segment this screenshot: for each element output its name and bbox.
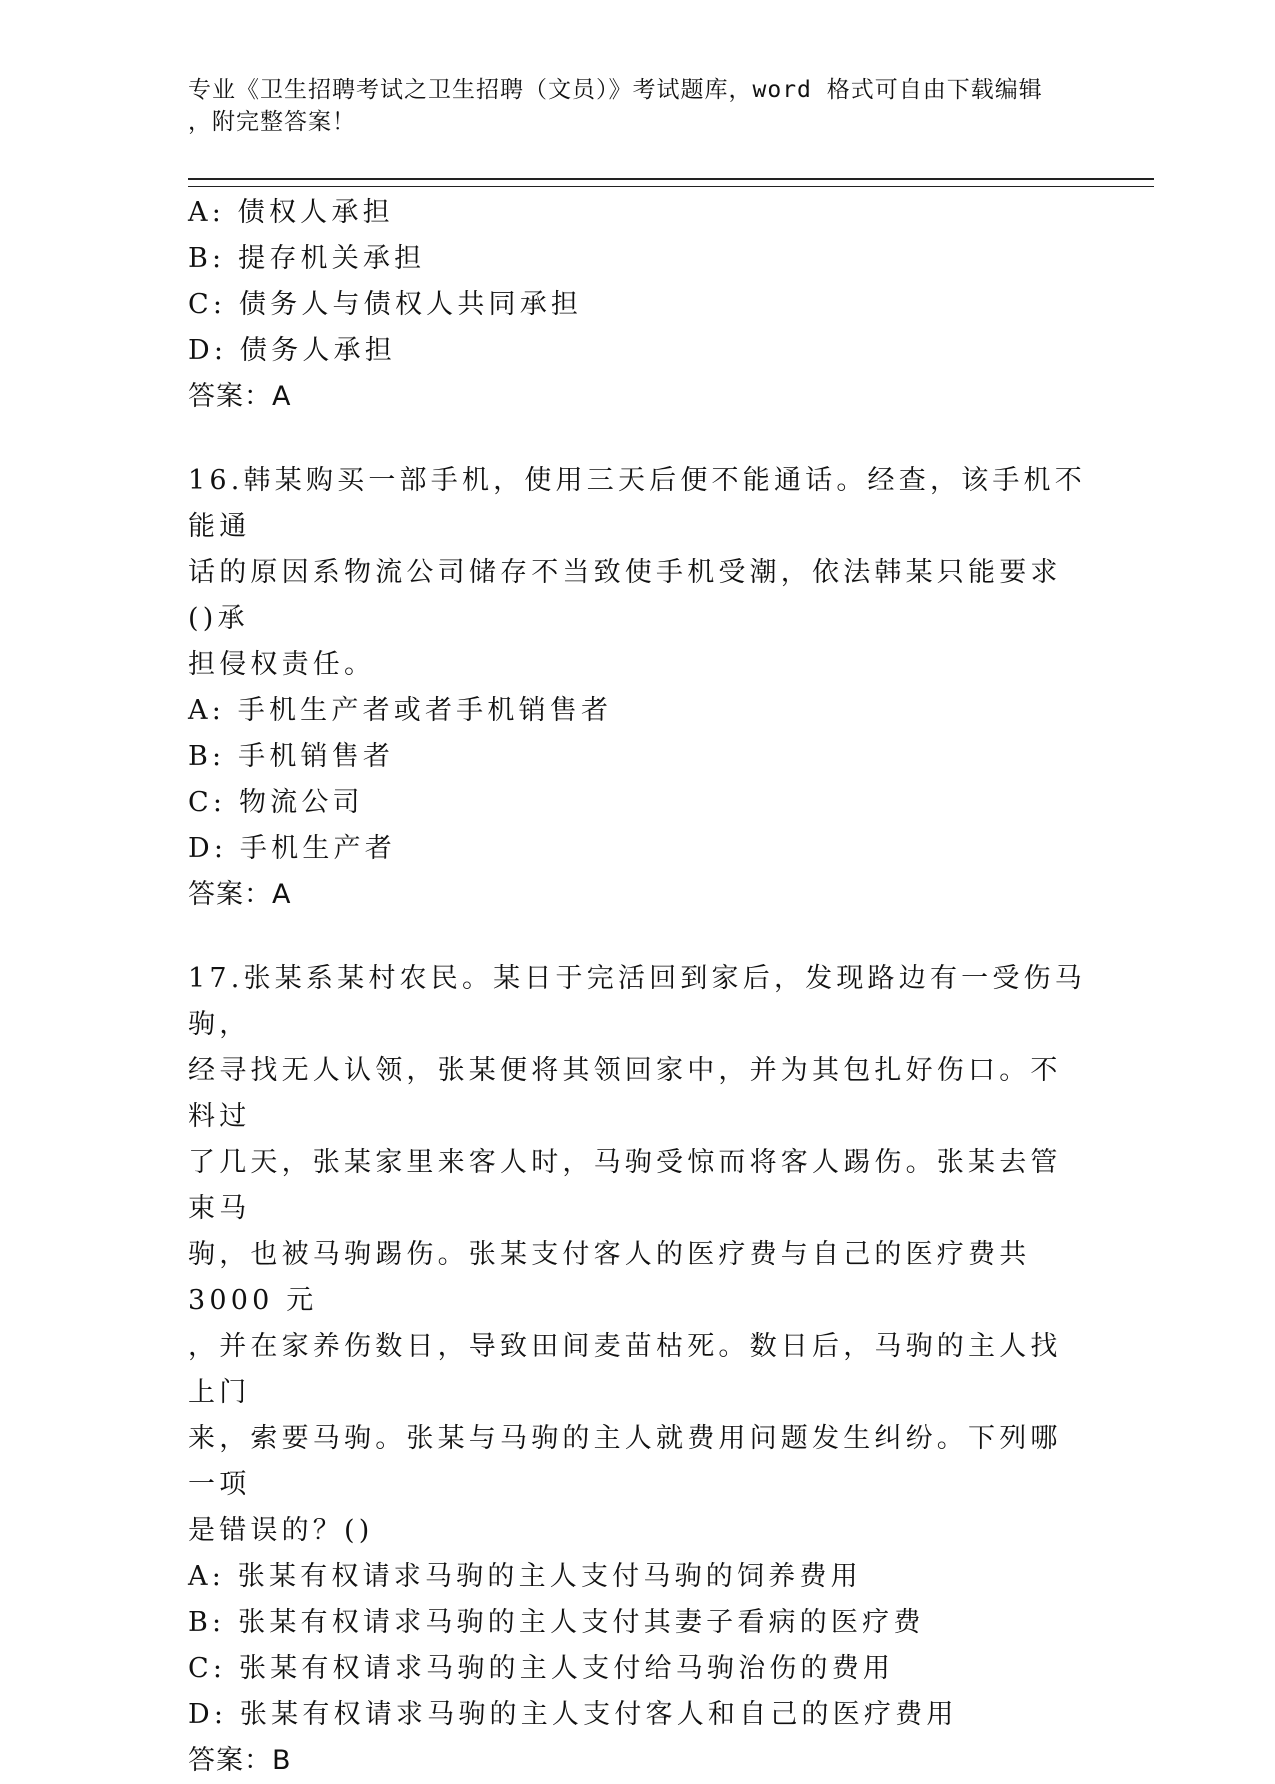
header-line-1: 专业《卫生招聘考试之卫生招聘（文员）》考试题库，word 格式可自由下载编辑	[188, 77, 1043, 103]
stem-line: 来，索要马驹。张某与马驹的主人就费用问题发生纠纷。下列哪一项	[188, 1423, 1062, 1500]
stem-line: 驹，也被马驹踢伤。张某支付客人的医疗费与自己的医疗费共 3000 元	[188, 1239, 1031, 1316]
answer: 答案：A	[188, 381, 292, 412]
question-stem	[188, 458, 1088, 688]
option-c: C: 张某有权请求马驹的主人支付给马驹治伤的费用	[188, 1653, 895, 1684]
option-b: B: 手机销售者	[188, 741, 395, 772]
option-d: D: 张某有权请求马驹的主人支付客人和自己的医疗费用	[188, 1699, 958, 1730]
stem-line: 17.张某系某村农民。某日于完活回到家后，发现路边有一受伤马驹，	[188, 963, 1086, 1040]
question-17	[188, 956, 1088, 1784]
option-a: A: 手机生产者或者手机销售者	[188, 695, 613, 726]
question-16	[188, 458, 1088, 918]
option-c: C: 物流公司	[188, 787, 364, 818]
answer: 答案：A	[188, 879, 292, 910]
stem-line: 担侵权责任。	[188, 649, 376, 680]
stem-line: 话的原因系物流公司储存不当致使手机受潮，依法韩某只能要求()承	[188, 557, 1062, 634]
document-header	[188, 74, 1088, 138]
option-b: B: 提存机关承担	[188, 243, 426, 274]
stem-line: 是错误的？()	[188, 1515, 374, 1546]
option-c: C: 债务人与债权人共同承担	[188, 289, 583, 320]
header-line-2: ，附完整答案！	[188, 109, 356, 135]
document-body	[188, 190, 1088, 1784]
stem-line: ，并在家养伤数日，导致田间麦苗枯死。数日后，马驹的主人找上门	[188, 1331, 1062, 1408]
question-stem	[188, 956, 1088, 1554]
option-d: D: 债务人承担	[188, 335, 396, 366]
answer: 答案：B	[188, 1745, 292, 1776]
question-15-tail	[188, 190, 1088, 420]
option-a: A: 张某有权请求马驹的主人支付马驹的饲养费用	[188, 1561, 862, 1592]
option-a: A: 债权人承担	[188, 197, 394, 228]
stem-line: 16.韩某购买一部手机，使用三天后便不能通话。经查，该手机不能通	[188, 465, 1086, 542]
stem-line: 了几天，张某家里来客人时，马驹受惊而将客人踢伤。张某去管束马	[188, 1147, 1062, 1224]
header-divider	[188, 178, 1154, 187]
option-d: D: 手机生产者	[188, 833, 396, 864]
option-b: B: 张某有权请求马驹的主人支付其妻子看病的医疗费	[188, 1607, 925, 1638]
stem-line: 经寻找无人认领，张某便将其领回家中，并为其包扎好伤口。不料过	[188, 1055, 1062, 1132]
